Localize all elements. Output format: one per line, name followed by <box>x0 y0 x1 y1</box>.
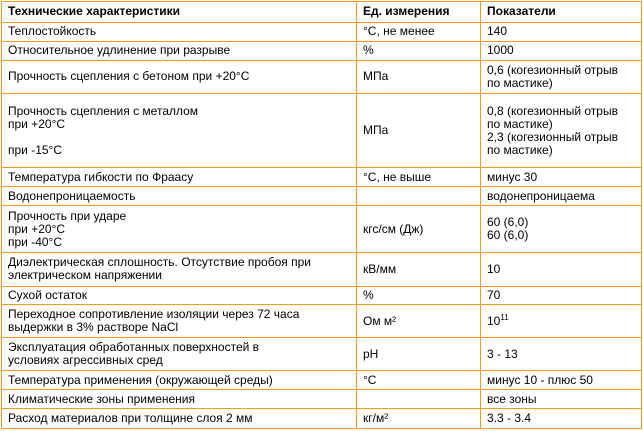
unit-cell <box>357 187 481 206</box>
param-cell <box>2 22 357 41</box>
param-cell <box>2 206 357 253</box>
param-cell <box>2 371 357 390</box>
table-row <box>2 305 642 337</box>
param-line: Прочность при ударе <box>8 208 127 223</box>
value-cell <box>481 409 642 429</box>
value-line: 2,3 (когезионный отрыв <box>487 129 618 144</box>
value-text: минус 10 - плюс 50 <box>487 372 593 387</box>
value-base: 10 <box>487 313 501 328</box>
table-row <box>2 337 642 370</box>
table-row <box>2 371 642 390</box>
param-line: при +20°С <box>8 116 66 131</box>
param-cell <box>2 390 357 409</box>
header-characteristics: Технические характеристики <box>2 2 357 23</box>
value-line: 60 (6,0) <box>487 228 529 243</box>
param-line: при +20°С <box>8 221 66 236</box>
unit-cell: pH <box>357 337 481 370</box>
table-row <box>2 22 642 41</box>
unit-cell: Ом м² <box>357 305 481 337</box>
param-text: Температура гибкости по Фраасу <box>8 169 194 184</box>
param-text: Климатические зоны применения <box>8 391 195 406</box>
value-text: минус 30 <box>487 169 538 184</box>
value-cell <box>481 22 642 41</box>
unit-cell: °С <box>357 371 481 390</box>
param-cell <box>2 286 357 305</box>
header-row <box>2 2 642 23</box>
param-line: условиях агрессивных сред <box>8 353 163 368</box>
unit-cell: кВ/мм <box>357 253 481 286</box>
param-cell <box>2 409 357 429</box>
param-text: Прочность сцепления с бетоном при +20°С <box>8 69 250 84</box>
param-text: Расход материалов при толщине слоя 2 мм <box>8 411 253 425</box>
value-cell <box>481 286 642 305</box>
param-text: Теплостойкость <box>8 24 97 39</box>
param-line: при -40°С <box>8 234 63 249</box>
param-cell <box>2 253 357 286</box>
unit-cell: кг/м² <box>357 409 481 429</box>
unit-cell: МПа <box>357 94 481 168</box>
header-value: Показатели <box>481 2 642 23</box>
table-row <box>2 60 642 93</box>
unit-cell: °С, не выше <box>357 168 481 187</box>
param-line: Эксплуатация обработанных поверхностей в <box>8 340 260 355</box>
unit-cell: % <box>357 286 481 305</box>
value-line: по мастике) <box>487 75 553 90</box>
value-cell <box>481 305 642 337</box>
value-line: 60 (6,0) <box>487 215 529 230</box>
value-cell <box>481 60 642 93</box>
table-row <box>2 390 642 409</box>
param-line: выдержки в 3% растворе NaCl <box>8 320 179 335</box>
param-text: Относительное удлинение при разрыве <box>8 43 231 58</box>
value-cell <box>481 371 642 390</box>
value-text: 1000 <box>487 43 514 58</box>
value-cell <box>481 41 642 60</box>
unit-cell: °С, не менее <box>357 22 481 41</box>
value-cell <box>481 168 642 187</box>
param-cell <box>2 41 357 60</box>
param-cell <box>2 94 357 168</box>
value-cell <box>481 337 642 370</box>
param-cell <box>2 305 357 337</box>
value-line: по мастике) <box>487 142 553 157</box>
param-cell <box>2 60 357 93</box>
value-line: 0,8 (когезионный отрыв <box>487 103 618 118</box>
value-cell <box>481 187 642 206</box>
param-line: Прочность сцепления с металлом <box>8 103 199 118</box>
param-spacer <box>8 131 356 144</box>
table-row <box>2 253 642 286</box>
value-text: 70 <box>487 288 501 302</box>
param-text: Температура применения (окружающей среды) <box>8 372 273 387</box>
value-text: 3.3 - 3.4 <box>487 411 532 425</box>
param-line: Диэлектрическая сплошность. Отсутствие пробоя при <box>8 255 311 270</box>
param-text: Сухой остаток <box>8 288 87 302</box>
value-cell <box>481 94 642 168</box>
param-line: электрическом напряжении <box>8 268 162 283</box>
table-row <box>2 206 642 253</box>
value-exponent: 11 <box>500 312 509 322</box>
unit-cell <box>357 390 481 409</box>
unit-cell: кгс/см (Дж) <box>357 206 481 253</box>
header-unit: Ед. измерения <box>357 2 481 23</box>
param-cell <box>2 187 357 206</box>
param-line: Переходное сопротивление изоляции через 72 часа <box>8 307 300 322</box>
table-row <box>2 286 642 305</box>
param-cell <box>2 168 357 187</box>
value-cell <box>481 390 642 409</box>
table-row <box>2 409 642 429</box>
value-cell <box>481 253 642 286</box>
value-line: по мастике) <box>487 116 553 131</box>
value-line: 0,6 (когезионный отрыв <box>487 62 618 77</box>
table-row <box>2 187 642 206</box>
value-text: все зоны <box>487 391 537 406</box>
param-line: при -15°С <box>8 142 63 157</box>
table-row <box>2 41 642 60</box>
table-row <box>2 94 642 168</box>
value-text: водонепроницаема <box>487 188 595 203</box>
table-row <box>2 168 642 187</box>
value-text: 140 <box>487 24 508 39</box>
specifications-table <box>1 1 642 429</box>
param-text: Водонепроницаемость <box>8 188 136 203</box>
unit-cell: % <box>357 41 481 60</box>
value-text: 10 <box>487 261 501 276</box>
value-cell <box>481 206 642 253</box>
value-text: 3 - 13 <box>487 346 518 361</box>
unit-cell: МПа <box>357 60 481 93</box>
param-cell <box>2 337 357 370</box>
